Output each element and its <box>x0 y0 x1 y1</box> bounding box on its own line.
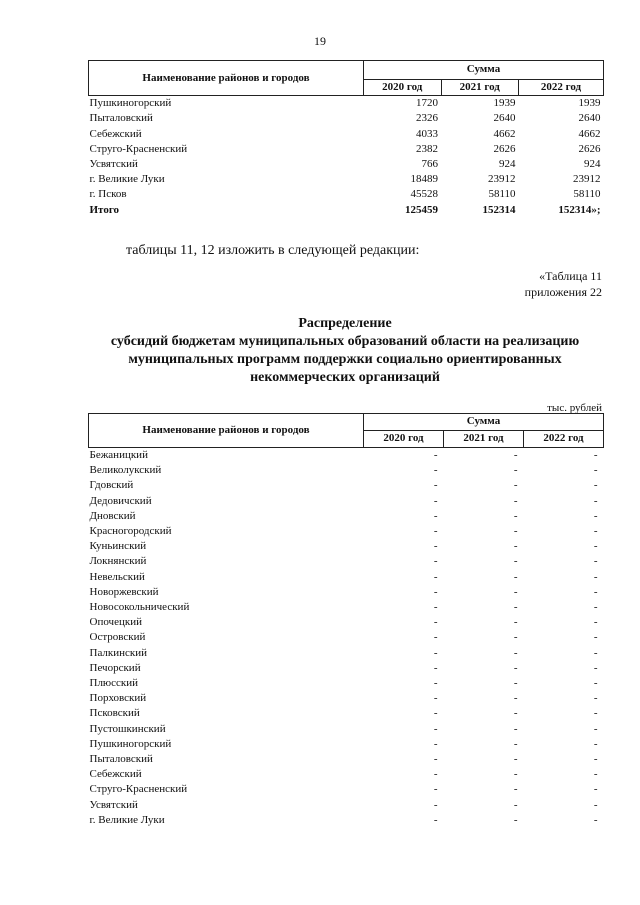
value-2020: 18489 <box>410 173 439 186</box>
value-2020: - <box>433 494 438 507</box>
row-name: Островский <box>89 631 146 644</box>
value-2022: 1939 <box>578 97 601 110</box>
page-number: 19 <box>314 34 326 48</box>
value-2020: - <box>433 722 438 735</box>
value-2022: - <box>593 616 598 629</box>
value-2020: - <box>433 707 438 720</box>
table-row <box>89 172 604 187</box>
table-row <box>89 187 604 202</box>
subsidy-table-11 <box>88 413 604 828</box>
row-name: Пустошкинский <box>89 722 166 735</box>
value-2021: - <box>513 616 518 629</box>
value-2022: - <box>593 813 598 826</box>
value-2020: - <box>433 798 438 811</box>
value-2020: - <box>433 646 438 659</box>
total-label: Итого <box>89 203 120 216</box>
table-row <box>89 524 604 539</box>
row-name: Пушкиногорский <box>89 737 172 750</box>
value-2021: - <box>513 737 518 750</box>
value-2022: - <box>593 707 598 720</box>
value-2021: - <box>513 677 518 690</box>
value-2022: - <box>593 692 598 705</box>
value-2022: - <box>593 525 598 538</box>
table-row <box>89 585 604 600</box>
table-row <box>89 782 604 797</box>
value-2021: - <box>513 722 518 735</box>
value-2021: - <box>513 813 518 826</box>
row-name: Пыталовский <box>89 112 153 125</box>
value-2021: - <box>513 570 518 583</box>
value-2022: - <box>593 737 598 750</box>
row-name: Усвятский <box>89 158 138 171</box>
value-2021: 23912 <box>488 173 516 186</box>
value-2020: - <box>433 585 438 598</box>
total-2020: 125459 <box>405 203 439 216</box>
value-2021: - <box>513 525 518 538</box>
row-name: Опочецкий <box>89 616 142 629</box>
table-row <box>89 448 604 464</box>
value-2021: - <box>513 585 518 598</box>
value-2022: - <box>593 509 598 522</box>
table-row <box>89 478 604 493</box>
value-2022: 58110 <box>573 188 601 201</box>
value-2022: 4662 <box>578 127 601 140</box>
value-2021: 1939 <box>493 97 516 110</box>
table-row <box>89 752 604 767</box>
row-name: Усвятский <box>89 798 138 811</box>
table-row <box>89 706 604 721</box>
value-2020: 2326 <box>416 112 439 125</box>
row-name: Палкинский <box>89 646 148 659</box>
table-row <box>89 600 604 615</box>
table-row <box>89 539 604 554</box>
value-2021: - <box>513 601 518 614</box>
value-2021: 2626 <box>493 142 516 155</box>
column-header-sum: Сумма <box>364 414 604 431</box>
value-2020: - <box>433 479 438 492</box>
row-name: Плюсский <box>89 677 139 690</box>
amendment-paragraph: таблицы 11, 12 изложить в следующей редакции: <box>126 243 420 258</box>
value-2021: - <box>513 540 518 553</box>
value-2022: - <box>593 677 598 690</box>
column-header-name: Наименование районов и городов <box>89 61 364 96</box>
table-row <box>89 737 604 752</box>
value-2022: - <box>593 631 598 644</box>
value-2022: - <box>593 768 598 781</box>
row-name: Дновский <box>89 509 136 522</box>
row-name: Великолукский <box>89 464 162 477</box>
table-row <box>89 142 604 157</box>
table-row <box>89 157 604 172</box>
value-2022: 924 <box>584 158 601 171</box>
row-name: г. Великие Луки <box>89 173 165 186</box>
value-2022: 2640 <box>578 112 601 125</box>
value-2021: - <box>513 479 518 492</box>
value-2021: - <box>513 646 518 659</box>
value-2020: - <box>433 555 438 568</box>
value-2021: - <box>513 464 518 477</box>
table-row <box>89 813 604 828</box>
value-2022: - <box>593 464 598 477</box>
value-2022: - <box>593 646 598 659</box>
subsidy-table-continued <box>88 60 604 218</box>
table-row <box>89 127 604 142</box>
column-header-2021: 2021 год <box>441 80 519 96</box>
value-2022: - <box>593 479 598 492</box>
heading-line-2: субсидий бюджетам муниципальных образований области на реализацию <box>110 334 580 349</box>
column-header-2022: 2022 год <box>524 431 604 448</box>
value-2022: - <box>593 585 598 598</box>
table-row <box>89 676 604 691</box>
value-2022: - <box>593 601 598 614</box>
value-2022: - <box>593 449 598 461</box>
row-name: Себежский <box>89 768 142 781</box>
value-2021: 924 <box>499 158 516 171</box>
table-row <box>89 630 604 645</box>
table-row <box>89 646 604 661</box>
row-name: Струго-Красненский <box>89 142 188 155</box>
table-row <box>89 722 604 737</box>
value-2021: - <box>513 449 518 461</box>
value-2020: - <box>433 661 438 674</box>
value-2020: 4033 <box>416 127 439 140</box>
value-2020: - <box>433 464 438 477</box>
value-2022: - <box>593 494 598 507</box>
table-row <box>89 509 604 524</box>
value-2021: 58110 <box>488 188 516 201</box>
value-2020: - <box>433 525 438 538</box>
value-2021: - <box>513 494 518 507</box>
table-row <box>89 96 604 112</box>
value-2021: 2640 <box>493 112 516 125</box>
column-header-2020: 2020 год <box>364 80 442 96</box>
row-name: г. Псков <box>89 188 127 201</box>
value-2021: - <box>513 798 518 811</box>
value-2020: - <box>433 768 438 781</box>
value-2020: - <box>433 616 438 629</box>
value-2020: - <box>433 737 438 750</box>
value-2020: - <box>433 677 438 690</box>
value-2022: - <box>593 540 598 553</box>
value-2021: 4662 <box>493 127 516 140</box>
row-name: Пушкиногорский <box>89 97 172 110</box>
value-2020: - <box>433 783 438 796</box>
column-header-2022: 2022 год <box>519 80 604 96</box>
row-name: Локнянский <box>89 555 147 568</box>
column-header-sum: Сумма <box>364 61 604 80</box>
table-row <box>89 615 604 630</box>
column-header-2020: 2020 год <box>364 431 444 448</box>
value-2020: - <box>433 753 438 766</box>
row-name: Порховский <box>89 692 147 705</box>
table-row <box>89 661 604 676</box>
table-reference <box>525 268 602 300</box>
value-2021: - <box>513 509 518 522</box>
value-2021: - <box>513 555 518 568</box>
table-reference-appendix: приложения 22 <box>524 285 602 299</box>
heading-line-3: муниципальных программ поддержки социально ориентированных <box>128 352 562 367</box>
column-header-name: Наименование районов и городов <box>89 414 364 448</box>
value-2022: - <box>593 753 598 766</box>
row-name: Новосокольнический <box>89 601 190 614</box>
value-2022: - <box>593 555 598 568</box>
value-2022: - <box>593 570 598 583</box>
value-2020: 2382 <box>416 142 439 155</box>
value-2020: - <box>433 449 438 461</box>
units-label: тыс. рублей <box>547 402 602 414</box>
row-name: Псковский <box>89 707 140 720</box>
row-name: Красногородский <box>89 525 172 538</box>
value-2022: 23912 <box>573 173 601 186</box>
total-2022: 152314»; <box>558 203 601 216</box>
row-name: Дедовичский <box>89 494 152 507</box>
row-name: Невельский <box>89 570 145 583</box>
heading-line-4: некоммерческих организаций <box>250 370 440 385</box>
value-2020: - <box>433 540 438 553</box>
value-2020: 1720 <box>416 97 439 110</box>
value-2022: - <box>593 783 598 796</box>
value-2021: - <box>513 692 518 705</box>
table-row <box>89 494 604 509</box>
value-2022: - <box>593 722 598 735</box>
table-row <box>89 798 604 813</box>
row-name: г. Великие Луки <box>89 813 165 826</box>
value-2020: - <box>433 813 438 826</box>
value-2020: - <box>433 631 438 644</box>
value-2021: - <box>513 753 518 766</box>
value-2020: - <box>433 570 438 583</box>
value-2021: - <box>513 768 518 781</box>
value-2021: - <box>513 707 518 720</box>
heading-line-1: Распределение <box>298 316 392 331</box>
row-name: Струго-Красненский <box>89 783 188 796</box>
row-name: Пыталовский <box>89 753 153 766</box>
table-row <box>89 691 604 706</box>
row-name: Бежаницкий <box>89 449 148 461</box>
row-name: Новоржевский <box>89 585 159 598</box>
value-2021: - <box>513 661 518 674</box>
value-2020: - <box>433 601 438 614</box>
row-name: Себежский <box>89 127 142 140</box>
value-2021: - <box>513 783 518 796</box>
value-2022: - <box>593 661 598 674</box>
row-name: Печорский <box>89 661 141 674</box>
table-row <box>89 463 604 478</box>
table-row <box>89 767 604 782</box>
value-2022: - <box>593 798 598 811</box>
value-2020: 45528 <box>410 188 439 201</box>
column-header-2021: 2021 год <box>444 431 524 448</box>
value-2020: 766 <box>421 158 439 171</box>
value-2020: - <box>433 692 438 705</box>
row-name: Гдовский <box>89 479 134 492</box>
table-reference-number: «Таблица 11 <box>539 269 602 283</box>
value-2020: - <box>433 509 438 522</box>
table-row <box>89 554 604 569</box>
row-name: Куньинский <box>89 540 147 553</box>
total-2021: 152314 <box>482 203 516 216</box>
value-2021: - <box>513 631 518 644</box>
value-2022: 2626 <box>578 142 601 155</box>
section-heading <box>60 315 630 387</box>
total-row <box>89 203 604 218</box>
table-row <box>89 570 604 585</box>
table-row <box>89 111 604 126</box>
